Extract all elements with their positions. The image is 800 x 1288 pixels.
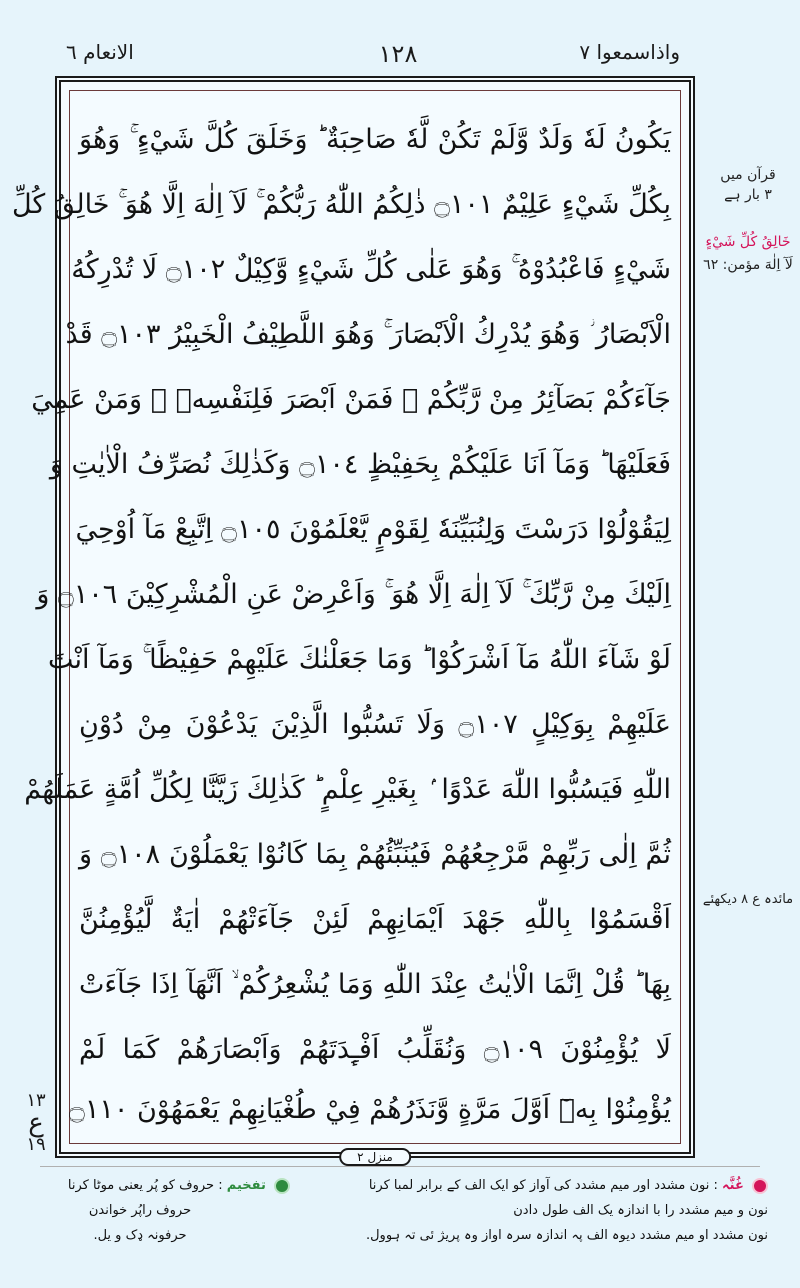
verse-line-11: اللّٰهِ فَيَسُبُّوا اللّٰهَ عَدْوًا ۢ بِغَيْرِ عِلْمٍ ؕ كَذٰلِكَ زَيَّنَّا لِكُلِّ اُمَّةٍ عَمَلَهُمْ bbox=[24, 774, 671, 805]
verse-line-10: عَلَيْهِمْ بِوَكِيْلٍ ۝١٠٧ وَلَا تَسُبُّوا الَّذِيْنَ يَدْعُوْنَ مِنْ دُوْنِ bbox=[79, 709, 671, 740]
verse-line-14: بِهَا ؕ قُلْ اِنَّمَا الْاٰيٰتُ عِنْدَ اللّٰهِ وَمَا يُشْعِرُكُمْ ۙ اَنَّهَآ اِذَا جَآءَتْ bbox=[79, 969, 671, 1000]
verse-line-8: اِلَيْكَ مِنْ رَّبِّكَ ۚ لَآ اِلٰهَ اِلَّا هُوَ ۚ وَاَعْرِضْ عَنِ الْمُشْرِكِيْنَ ۝١٠٦ وَ bbox=[36, 579, 671, 610]
verse-line-3: شَيْءٍ فَاعْبُدُوْهُ ۚ وَهُوَ عَلٰى كُلِّ شَيْءٍ وَّكِيْلٌ ۝١٠٢ لَا تُدْرِكُهُ bbox=[71, 254, 671, 285]
verse-line-2: بِكُلِّ شَيْءٍ عَلِيْمٌ ۝١٠١ ذٰلِكُمُ اللّٰهُ رَبُّكُمْ ۚ لَآ اِلٰهَ اِلَّا هُوَ ۚ خَالِقُ كُلِّ bbox=[11, 189, 671, 220]
verse-line-9: لَوْ شَآءَ اللّٰهُ مَآ اَشْرَكُوْا ؕ وَمَا جَعَلْنٰكَ عَلَيْهِمْ حَفِيْظًا ۚ وَمَآ اَنْتَ bbox=[47, 644, 671, 675]
verse-line-12: ثُمَّ اِلٰى رَبِّهِمْ مَّرْجِعُهُمْ فَيُنَبِّئُهُمْ بِمَا كَانُوْا يَعْمَلُوْنَ ۝١٠٨ وَ bbox=[79, 839, 671, 870]
margin-note-count-line1: قرآن میں bbox=[720, 167, 776, 183]
verse-line-16: يُؤْمِنُوْا بِهٖٓ اَوَّلَ مَرَّةٍ وَّنَذَرُهُمْ فِيْ طُغْيَانِهِمْ يَعْمَهُوْنَ ۝١١٠ bbox=[69, 1094, 671, 1125]
verse-line-13: اَقْسَمُوْا بِاللّٰهِ جَهْدَ اَيْمَانِهِمْ لَئِنْ جَآءَتْهُمْ اٰيَةٌ لَّيُؤْمِنُنَّ bbox=[79, 904, 671, 935]
ghunna-urdu: : نون مشدد اور میم مشدد کی آواز کو ایک الف کے برابر لمبا کرنا bbox=[368, 1178, 718, 1193]
tafkhim-bullet-icon bbox=[274, 1178, 290, 1194]
ghunna-persian: نون و میم مشدد را با اندازہ یک الف طول دادن bbox=[513, 1203, 768, 1218]
verse-line-1: يَكُونُ لَهٗ وَلَدٌ وَّلَمْ تَكُنْ لَّهٗ صَاحِبَةٌ ؕ وَخَلَقَ كُلَّ شَيْءٍ ۚ وَهُوَ bbox=[79, 124, 671, 155]
ruku-symbol: ع bbox=[28, 1108, 44, 1138]
margin-note-maida: مائدہ ع ۸ دیکھئے bbox=[702, 892, 794, 907]
verse-line-5: جَآءَكُمْ بَصَآئِرُ مِنْ رَّبِّكُمْ ۚ فَمَنْ اَبْصَرَ فَلِنَفْسِهٖ ۚ وَمَنْ عَمِيَ bbox=[31, 384, 671, 415]
ghunna-rule bbox=[298, 1175, 768, 1197]
verse-line-6: فَعَلَيْهَا ؕ وَمَآ اَنَا عَلَيْكُمْ بِحَفِيْظٍ ۝١٠٤ وَكَذٰلِكَ نُصَرِّفُ الْاٰيٰتِ وَ bbox=[49, 449, 671, 480]
verse-line-4: الْاَبْصَارُ ؗ وَهُوَ يُدْرِكُ الْاَبْصَارَ ۚ وَهُوَ اللَّطِيْفُ الْخَبِيْرُ ۝١٠٣ قَدْ bbox=[65, 319, 671, 350]
footer-divider bbox=[40, 1166, 760, 1167]
para-name: واذاسمعوا ٧ bbox=[579, 40, 680, 64]
ghunna-pashto: نون مشدد او میم مشدد دیوہ الف پہ اندازہ سرہ اواز وہ پریژ ئی تہ ہوول. bbox=[365, 1228, 768, 1243]
tafkhim-keyword: تفخیم bbox=[226, 1178, 266, 1193]
ghunna-keyword: غُنَّہ bbox=[722, 1178, 744, 1193]
page-number: ١٢٨ bbox=[378, 40, 418, 68]
tafkhim-pashto: حرفونہ ډک و یل. bbox=[93, 1228, 187, 1243]
ruku-bottom-number: ١٩ bbox=[26, 1134, 46, 1155]
tafkhim-urdu: : حروف کو پُر یعنی موٹا کرنا bbox=[67, 1178, 223, 1193]
tafkhim-rule bbox=[40, 1175, 290, 1197]
margin-note-count-line2: ۳ بار ہے bbox=[724, 187, 772, 203]
verse-line-15: لَا يُؤْمِنُوْنَ ۝١٠٩ وَنُقَلِّبُ اَفْـِٕدَتَهُمْ وَاَبْصَارَهُمْ كَمَا لَمْ bbox=[79, 1034, 671, 1065]
manzil-label: منزل ٢ bbox=[339, 1148, 411, 1166]
margin-note-phrase: خَالِقُ كُلِّ شَيْءٍ bbox=[705, 234, 791, 250]
verse-line-7: لِيَقُوْلُوْا دَرَسْتَ وَلِنُبَيِّنَهٗ لِقَوْمٍ يَّعْلَمُوْنَ ۝١٠٥ اِتَّبِعْ مَآ اُوْحِيَ bbox=[75, 514, 671, 545]
ghunna-bullet-icon bbox=[752, 1178, 768, 1194]
margin-note-reference: لَآ اِلٰهَ مؤمن: ٦٢ bbox=[703, 257, 793, 273]
surah-name: الانعام ٦ bbox=[66, 40, 134, 64]
tafkhim-persian: حروف راپُر خواندن bbox=[88, 1203, 192, 1218]
ruku-top-number: ١٣ bbox=[26, 1090, 46, 1111]
margin-note-count bbox=[700, 165, 796, 205]
ruku-marker bbox=[20, 1090, 52, 1156]
